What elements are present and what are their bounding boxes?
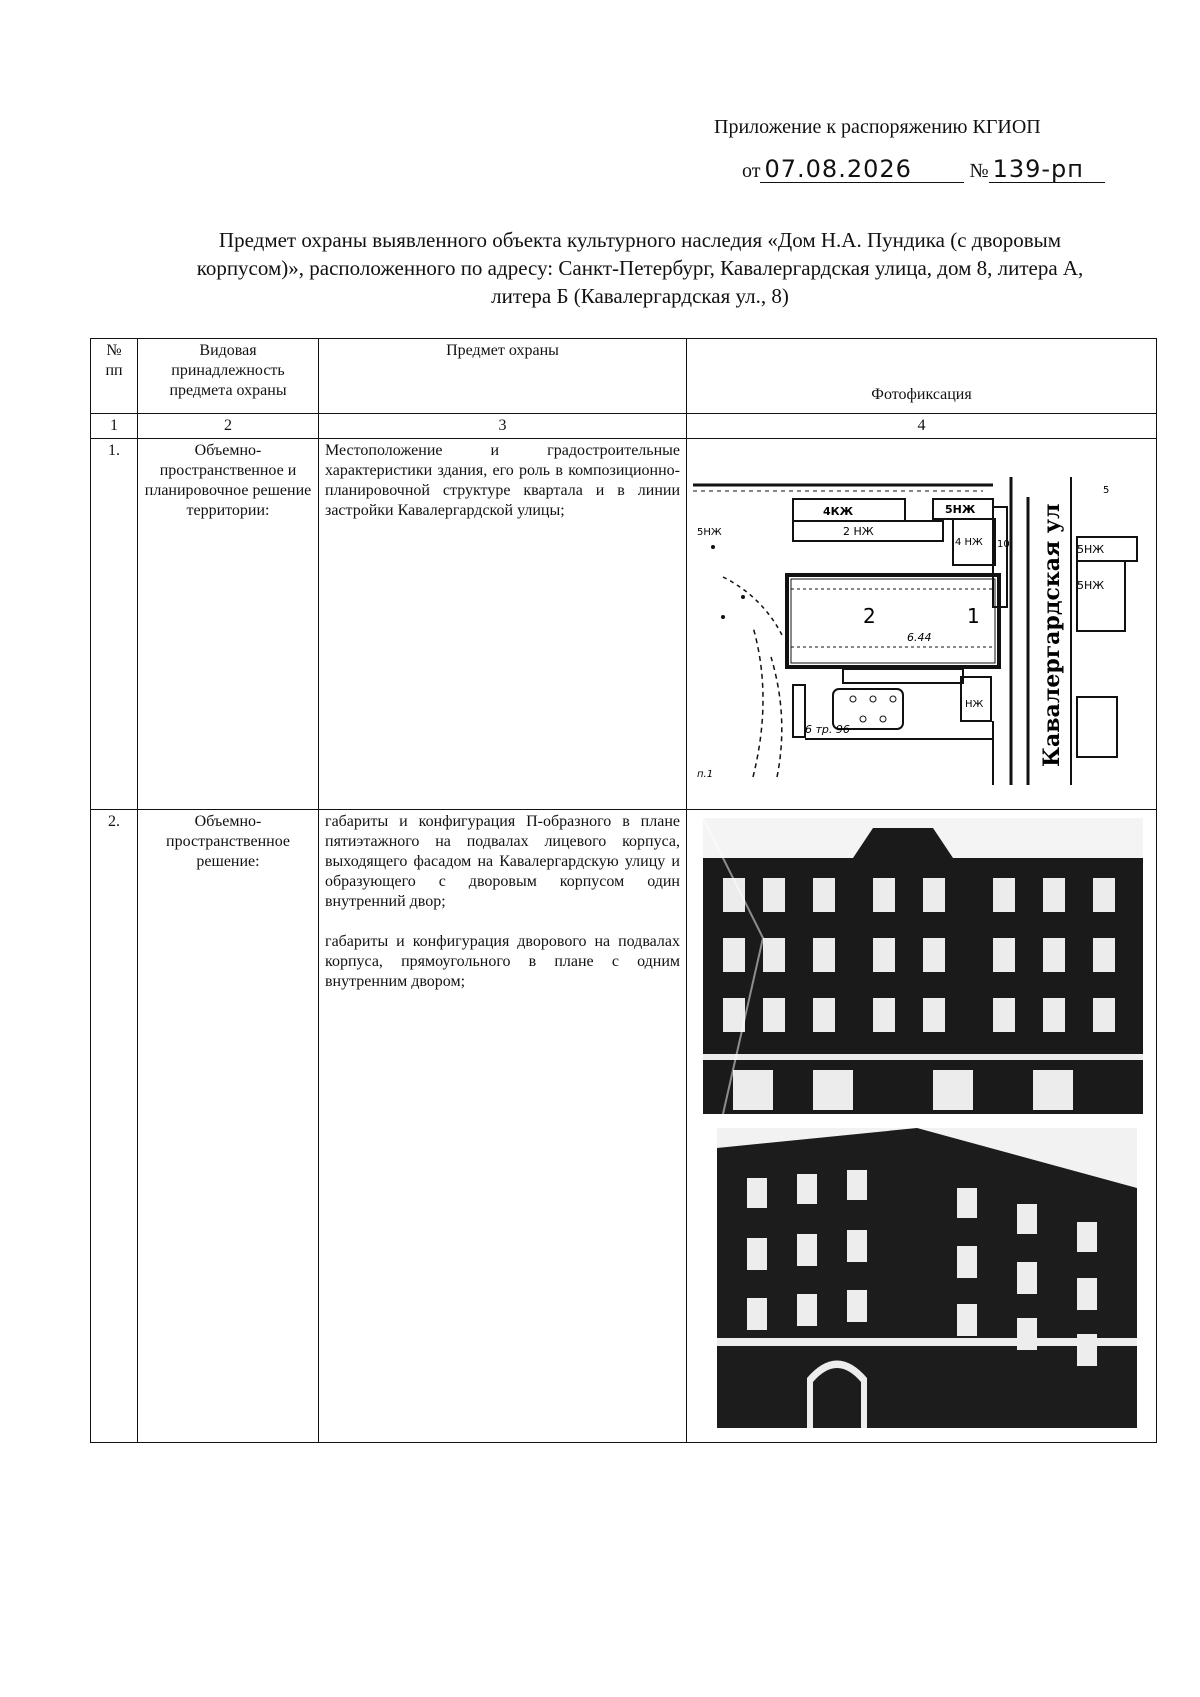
- photo-cell-facade: [687, 810, 1157, 1443]
- facade-photo-1: [703, 818, 1143, 1114]
- map-label: 4КЖ: [823, 505, 854, 518]
- row-kind: Объемно-пространственное и планировочное решение территории:: [138, 439, 319, 810]
- facade-photo-2: [717, 1128, 1137, 1428]
- row-subject-part: габариты и конфигурация дворового на подвалах корпуса, прямоугольного в плане с одним внутренним двором;: [325, 933, 680, 990]
- map-label: п.1: [697, 769, 714, 780]
- number-prefix: №: [969, 160, 989, 182]
- row-kind: Объемно-пространственное решение:: [138, 810, 319, 1443]
- index-cell: 3: [319, 414, 687, 439]
- row-number: 1.: [91, 439, 138, 810]
- header-subject: Предмет охраны: [319, 339, 687, 414]
- table-row: [91, 439, 1157, 810]
- row-subject-part: габариты и конфигурация П-образного в плане пятиэтажного на подвалах лицевого корпуса, выходящего фасадом на Кавалергардскую улицу и образующего с дворовым корпусом один внутренний двор;: [325, 813, 680, 910]
- appendix-line: Приложение к распоряжению КГИОП: [714, 116, 1041, 138]
- order-date: 07.08.2026: [760, 156, 964, 183]
- table-row: [91, 810, 1157, 1443]
- index-cell: 4: [687, 414, 1157, 439]
- map-label: НЖ: [965, 699, 984, 710]
- date-number-line: [742, 156, 1105, 183]
- row-number: 2.: [91, 810, 138, 1443]
- map-label: 5НЖ: [697, 527, 722, 538]
- protection-table: [90, 338, 1157, 1443]
- map-label: 5НЖ: [945, 503, 976, 516]
- row-subject: [319, 810, 687, 1443]
- order-number: 139-рп: [989, 156, 1105, 183]
- map-label: 5НЖ: [1077, 579, 1105, 592]
- map-label: 10: [997, 539, 1010, 550]
- map-label: 1: [967, 604, 980, 628]
- header-no: № пп: [91, 339, 138, 414]
- header-kind: Видовая принадлежность предмета охраны: [138, 339, 319, 414]
- map-label: 4 НЖ: [955, 537, 983, 548]
- site-plan-map: [693, 477, 1149, 785]
- table-header-row: [91, 339, 1157, 414]
- header-photo: Фотофиксация: [687, 339, 1157, 414]
- photo-cell-map: [687, 439, 1157, 810]
- document-title: Предмет охраны выявленного объекта культурного наследия «Дом Н.А. Пундика (с дворовым корпусом)», расположенного по адресу: Санкт-Петербург, Кавалергардская улица, дом 8, литера А, литера Б (Кавалергардская ул., 8): [196, 228, 1084, 308]
- index-cell: 2: [138, 414, 319, 439]
- row-subject: Местоположение и градостроительные характеристики здания, его роль в композиционно-планировочной структуре квартала и в линии застройки Кавалергардской улицы;: [319, 439, 687, 810]
- date-prefix: от: [742, 160, 761, 182]
- map-label: 5НЖ: [1077, 543, 1105, 556]
- index-cell: 1: [91, 414, 138, 439]
- map-label: 6.44: [907, 631, 932, 644]
- table-index-row: [91, 414, 1157, 439]
- map-label: 5: [1103, 485, 1110, 496]
- map-street-label: Кавалергардская ул: [1039, 503, 1065, 767]
- map-label: 2 НЖ: [843, 525, 874, 538]
- map-label: 6 тр. 96: [805, 723, 850, 736]
- map-label: 2: [863, 604, 876, 628]
